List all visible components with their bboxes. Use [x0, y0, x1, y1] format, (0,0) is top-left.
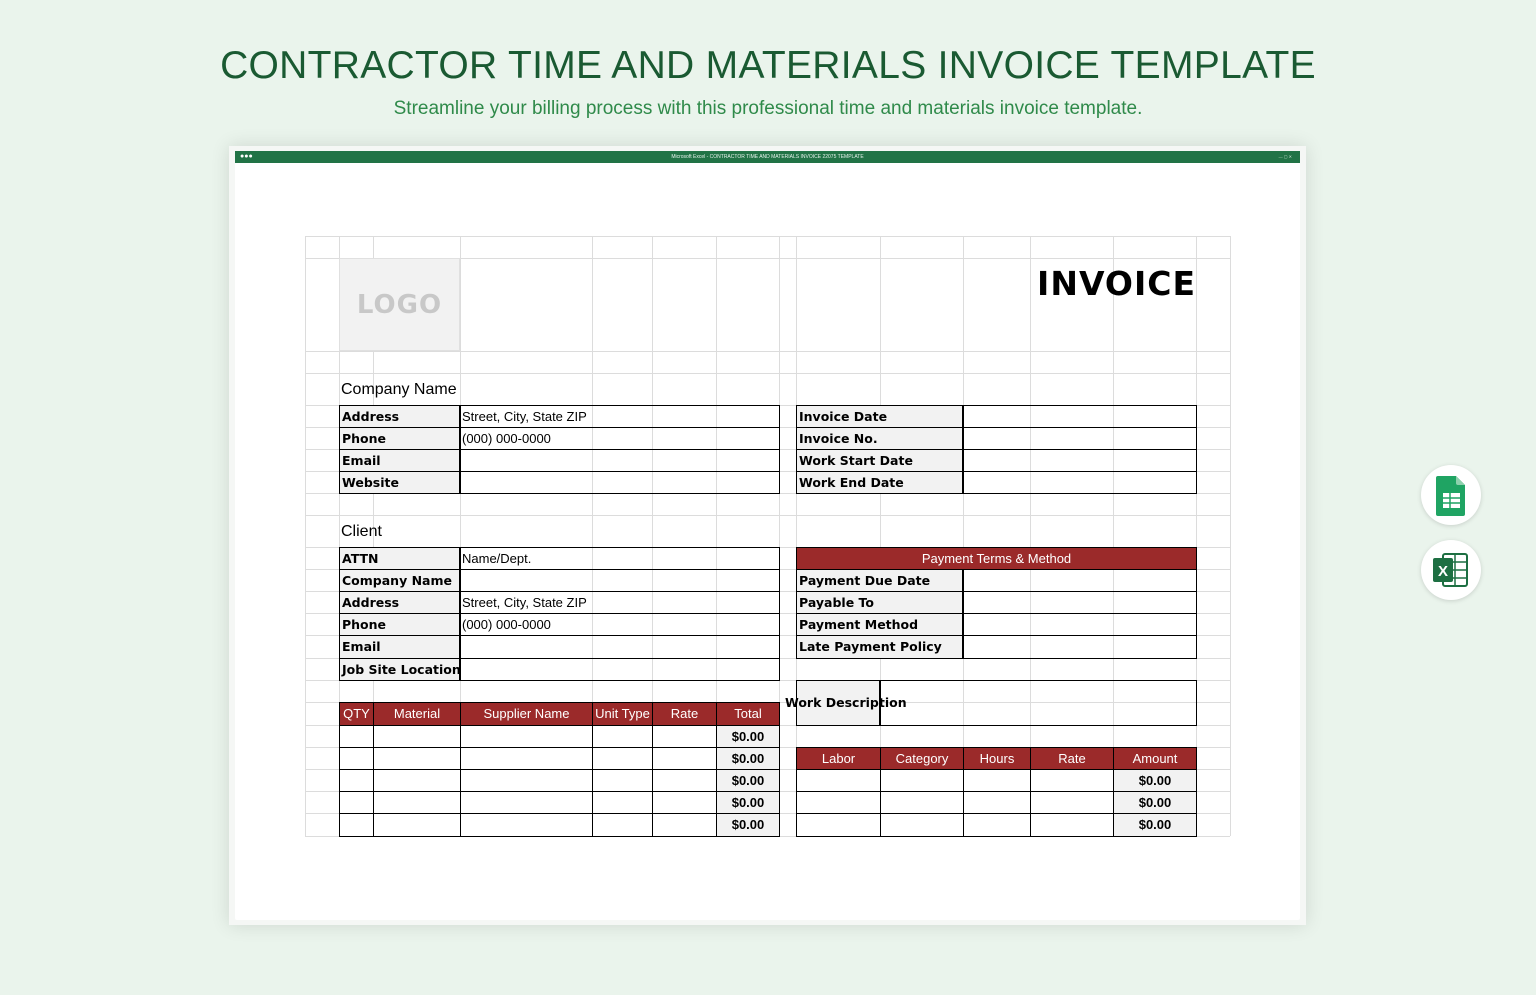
- materials-header-material: Material: [373, 702, 461, 726]
- company-email-label: Email: [339, 449, 461, 472]
- materials-cell[interactable]: [592, 747, 653, 770]
- materials-cell[interactable]: [373, 725, 461, 748]
- labor-amount-cell: $0.00: [1113, 769, 1197, 792]
- labor-cell[interactable]: [963, 769, 1031, 792]
- labor-amount-cell: $0.00: [1113, 791, 1197, 814]
- materials-total-cell: $0.00: [716, 769, 780, 792]
- materials-cell[interactable]: [652, 747, 717, 770]
- labor-cell[interactable]: [880, 769, 964, 792]
- work-description-label: Work Description: [796, 680, 881, 726]
- logo-placeholder[interactable]: LOGO: [339, 258, 460, 351]
- labor-cell[interactable]: [1030, 769, 1114, 792]
- labor-cell[interactable]: [963, 791, 1031, 814]
- materials-cell[interactable]: [460, 769, 593, 792]
- payment-payable-to-field[interactable]: [962, 591, 1197, 614]
- materials-cell[interactable]: [652, 725, 717, 748]
- payment-late-payment-policy-field[interactable]: [962, 635, 1197, 659]
- materials-header-rate: Rate: [652, 702, 717, 726]
- materials-cell[interactable]: [460, 813, 593, 837]
- client-attn-label: ATTN: [339, 547, 461, 570]
- materials-cell[interactable]: [592, 813, 653, 837]
- page-subtitle: Streamline your billing process with this professional time and materials invoice template.: [393, 98, 1143, 119]
- labor-cell[interactable]: [880, 813, 964, 837]
- materials-cell[interactable]: [373, 747, 461, 770]
- labor-header-labor: Labor: [796, 747, 881, 770]
- client-phone-label: Phone: [339, 613, 461, 636]
- materials-cell[interactable]: [373, 791, 461, 814]
- materials-cell[interactable]: [339, 747, 374, 770]
- materials-total-cell: $0.00: [716, 813, 780, 837]
- client-address-label: Address: [339, 591, 461, 614]
- materials-cell[interactable]: [373, 813, 461, 837]
- payment-payment-due-date-field[interactable]: [962, 569, 1197, 592]
- payment-payable-to-label: Payable To: [796, 591, 964, 614]
- google-sheets-button[interactable]: [1421, 465, 1481, 525]
- materials-total-cell: $0.00: [716, 747, 780, 770]
- materials-cell[interactable]: [592, 791, 653, 814]
- materials-cell[interactable]: [592, 769, 653, 792]
- info-invoice-no-field[interactable]: [962, 427, 1197, 450]
- company-address-field[interactable]: Street, City, State ZIP: [459, 405, 780, 428]
- company-phone-label: Phone: [339, 427, 461, 450]
- info-invoice-datelabel: Invoice Date: [796, 405, 964, 428]
- materials-cell[interactable]: [339, 813, 374, 837]
- work-description-field[interactable]: [879, 680, 1197, 726]
- materials-cell[interactable]: [592, 725, 653, 748]
- labor-header-hours: Hours: [963, 747, 1031, 770]
- labor-cell[interactable]: [880, 791, 964, 814]
- info-work-start-datefield[interactable]: [962, 449, 1197, 472]
- labor-cell[interactable]: [796, 769, 881, 792]
- payment-late-payment-policy-label: Late Payment Policy: [796, 635, 964, 659]
- labor-header-rate: Rate: [1030, 747, 1114, 770]
- materials-cell[interactable]: [652, 791, 717, 814]
- labor-header-category: Category: [880, 747, 964, 770]
- window-controls-icon[interactable]: — ▢ ✕: [1278, 154, 1292, 159]
- labor-header-amount: Amount: [1113, 747, 1197, 770]
- materials-header-unit-type: Unit Type: [592, 702, 653, 726]
- client-company-name-label: Company Name: [339, 569, 461, 592]
- info-work-start-datelabel: Work Start Date: [796, 449, 964, 472]
- client-email-field[interactable]: [459, 635, 780, 659]
- invoice-heading: INVOICE: [1037, 264, 1196, 303]
- excel-button[interactable]: [1421, 540, 1481, 600]
- google-sheets-icon: [1421, 465, 1481, 525]
- materials-cell[interactable]: [339, 791, 374, 814]
- materials-cell[interactable]: [339, 725, 374, 748]
- materials-total-cell: $0.00: [716, 725, 780, 748]
- labor-cell[interactable]: [1030, 813, 1114, 837]
- client-email-label: Email: [339, 635, 461, 659]
- materials-total-cell: $0.00: [716, 791, 780, 814]
- labor-cell[interactable]: [796, 813, 881, 837]
- materials-cell[interactable]: [460, 747, 593, 770]
- payment-payment-method-field[interactable]: [962, 613, 1197, 636]
- materials-cell[interactable]: [652, 769, 717, 792]
- client-phone-field[interactable]: (000) 000-0000: [459, 613, 780, 636]
- materials-header-supplier-name: Supplier Name: [460, 702, 593, 726]
- company-website-field[interactable]: [459, 471, 780, 494]
- payment-payment-method-label: Payment Method: [796, 613, 964, 636]
- info-invoice-no-label: Invoice No.: [796, 427, 964, 450]
- company-phone-field[interactable]: (000) 000-0000: [459, 427, 780, 450]
- info-invoice-datefield[interactable]: [962, 405, 1197, 428]
- info-work-end-datelabel: Work End Date: [796, 471, 964, 494]
- excel-icon: [1421, 540, 1481, 600]
- client-job-site-location-label: Job Site Location: [339, 658, 461, 681]
- materials-cell[interactable]: [373, 769, 461, 792]
- labor-cell[interactable]: [796, 791, 881, 814]
- client-job-site-location-field[interactable]: [459, 658, 780, 681]
- page-title: CONTRACTOR TIME AND MATERIALS INVOICE TEMPLATE: [220, 44, 1316, 87]
- labor-cell[interactable]: [963, 813, 1031, 837]
- company-email-field[interactable]: [459, 449, 780, 472]
- payment-terms-header: Payment Terms & Method: [796, 547, 1197, 570]
- materials-header-total: Total: [716, 702, 780, 726]
- materials-header-qty: QTY: [339, 702, 374, 726]
- payment-payment-due-date-label: Payment Due Date: [796, 569, 964, 592]
- company-website-label: Website: [339, 471, 461, 494]
- client-address-field[interactable]: Street, City, State ZIP: [459, 591, 780, 614]
- materials-cell[interactable]: [339, 769, 374, 792]
- svg-text:X: X: [1437, 563, 1449, 580]
- window-dots-icon[interactable]: ●●●: [240, 153, 253, 160]
- materials-cell[interactable]: [652, 813, 717, 837]
- info-work-end-datefield[interactable]: [962, 471, 1197, 494]
- materials-cell[interactable]: [460, 725, 593, 748]
- materials-cell[interactable]: [460, 791, 593, 814]
- client-company-name-field[interactable]: [459, 569, 780, 592]
- client-attn-field[interactable]: Name/Dept.: [459, 547, 780, 570]
- client-section-title: Client: [341, 523, 382, 540]
- labor-amount-cell: $0.00: [1113, 813, 1197, 837]
- labor-cell[interactable]: [1030, 791, 1114, 814]
- window-title: Microsoft Excel - CONTRACTOR TIME AND MATERIALS INVOICE 22075 TEMPLATE: [671, 154, 864, 160]
- company-address-label: Address: [339, 405, 461, 428]
- company-section-title: Company Name: [341, 381, 457, 398]
